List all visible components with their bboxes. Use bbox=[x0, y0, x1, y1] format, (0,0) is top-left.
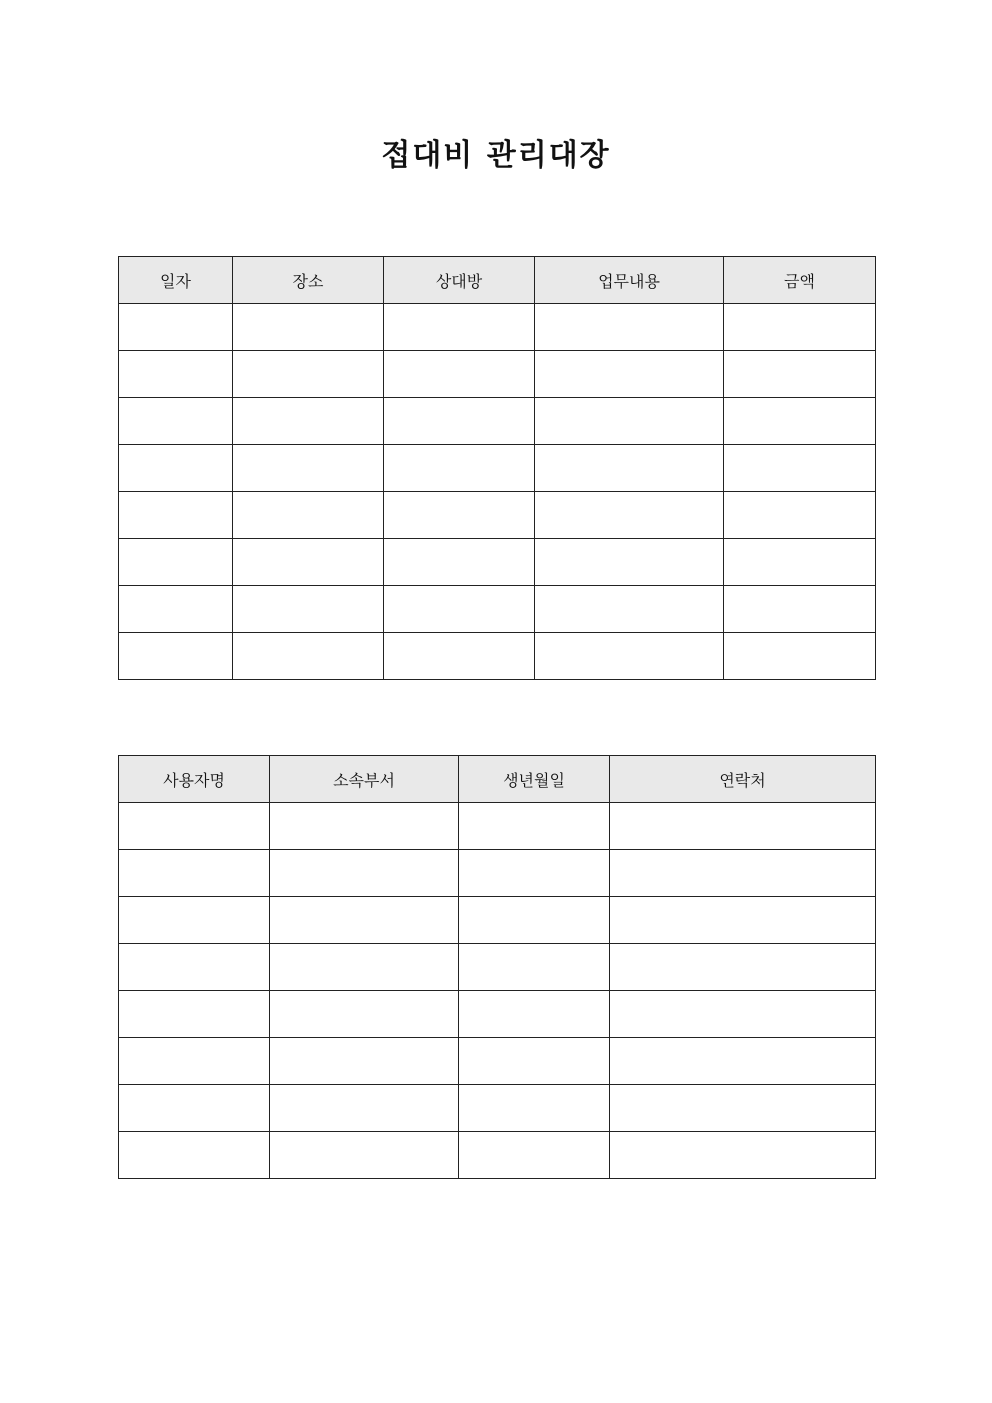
table-header-row bbox=[119, 756, 876, 803]
table-cell[interactable] bbox=[610, 944, 876, 991]
table-cell[interactable] bbox=[610, 1038, 876, 1085]
table-cell[interactable] bbox=[384, 304, 535, 351]
table-cell[interactable] bbox=[119, 803, 270, 850]
table-cell[interactable] bbox=[459, 1038, 610, 1085]
table-cell[interactable] bbox=[233, 351, 384, 398]
table-cell[interactable] bbox=[384, 445, 535, 492]
table-cell[interactable] bbox=[535, 398, 724, 445]
table-cell[interactable] bbox=[233, 492, 384, 539]
table-cell[interactable] bbox=[724, 304, 876, 351]
table-row bbox=[119, 897, 876, 944]
table-cell[interactable] bbox=[233, 304, 384, 351]
table-cell[interactable] bbox=[610, 897, 876, 944]
page-title: 접대비 관리대장 bbox=[381, 138, 611, 173]
table-cell[interactable] bbox=[119, 539, 233, 586]
table-cell[interactable] bbox=[270, 897, 459, 944]
table-cell[interactable] bbox=[535, 492, 724, 539]
table-cell[interactable] bbox=[233, 445, 384, 492]
table-cell[interactable] bbox=[119, 944, 270, 991]
table-row bbox=[119, 1085, 876, 1132]
table-cell[interactable] bbox=[459, 991, 610, 1038]
table-cell[interactable] bbox=[119, 492, 233, 539]
table-cell[interactable] bbox=[384, 398, 535, 445]
table-cell[interactable] bbox=[119, 351, 233, 398]
table-cell[interactable] bbox=[724, 398, 876, 445]
header-business-details: 업무내용 bbox=[535, 257, 724, 304]
table-cell[interactable] bbox=[535, 586, 724, 633]
table-row bbox=[119, 586, 876, 633]
table-cell[interactable] bbox=[724, 351, 876, 398]
table-cell[interactable] bbox=[610, 991, 876, 1038]
table-cell[interactable] bbox=[535, 445, 724, 492]
table-row bbox=[119, 633, 876, 680]
table-cell[interactable] bbox=[610, 1085, 876, 1132]
table-cell[interactable] bbox=[724, 492, 876, 539]
table-cell[interactable] bbox=[384, 492, 535, 539]
table-row bbox=[119, 991, 876, 1038]
table-cell[interactable] bbox=[119, 1085, 270, 1132]
header-date: 일자 bbox=[119, 257, 233, 304]
table-cell[interactable] bbox=[119, 304, 233, 351]
table-cell[interactable] bbox=[119, 445, 233, 492]
table-cell[interactable] bbox=[270, 850, 459, 897]
table-cell[interactable] bbox=[270, 1038, 459, 1085]
table-cell[interactable] bbox=[459, 803, 610, 850]
table-cell[interactable] bbox=[119, 586, 233, 633]
expense-ledger-table bbox=[118, 256, 876, 680]
header-amount: 금액 bbox=[724, 257, 876, 304]
table-row bbox=[119, 1038, 876, 1085]
table-cell[interactable] bbox=[270, 803, 459, 850]
table-row bbox=[119, 850, 876, 897]
table-cell[interactable] bbox=[119, 897, 270, 944]
table-cell[interactable] bbox=[610, 803, 876, 850]
table-cell[interactable] bbox=[724, 633, 876, 680]
table-cell[interactable] bbox=[119, 398, 233, 445]
header-counterpart: 상대방 bbox=[384, 257, 535, 304]
table-row bbox=[119, 445, 876, 492]
table-cell[interactable] bbox=[119, 991, 270, 1038]
table-cell[interactable] bbox=[610, 850, 876, 897]
table-cell[interactable] bbox=[610, 1132, 876, 1179]
table-cell[interactable] bbox=[724, 539, 876, 586]
table-cell[interactable] bbox=[233, 539, 384, 586]
table-cell[interactable] bbox=[270, 1132, 459, 1179]
table-cell[interactable] bbox=[384, 633, 535, 680]
table-cell[interactable] bbox=[535, 304, 724, 351]
header-contact: 연락처 bbox=[610, 756, 876, 803]
table-cell[interactable] bbox=[384, 539, 535, 586]
header-birth-date: 생년월일 bbox=[459, 756, 610, 803]
table-row bbox=[119, 398, 876, 445]
table-cell[interactable] bbox=[233, 586, 384, 633]
table-row bbox=[119, 492, 876, 539]
table-cell[interactable] bbox=[270, 944, 459, 991]
header-user-name: 사용자명 bbox=[119, 756, 270, 803]
table-cell[interactable] bbox=[459, 897, 610, 944]
table-row bbox=[119, 304, 876, 351]
table-cell[interactable] bbox=[119, 1038, 270, 1085]
header-department: 소속부서 bbox=[270, 756, 459, 803]
table-cell[interactable] bbox=[384, 351, 535, 398]
table-cell[interactable] bbox=[724, 445, 876, 492]
table-row bbox=[119, 1132, 876, 1179]
table-row bbox=[119, 351, 876, 398]
table-cell[interactable] bbox=[535, 539, 724, 586]
table-cell[interactable] bbox=[233, 633, 384, 680]
user-info-table bbox=[118, 755, 876, 1179]
table-cell[interactable] bbox=[384, 586, 535, 633]
table-cell[interactable] bbox=[724, 586, 876, 633]
table-cell[interactable] bbox=[459, 1132, 610, 1179]
table-cell[interactable] bbox=[535, 633, 724, 680]
table-row bbox=[119, 944, 876, 991]
header-place: 장소 bbox=[233, 257, 384, 304]
table-cell[interactable] bbox=[535, 351, 724, 398]
table-header-row bbox=[119, 257, 876, 304]
table-cell[interactable] bbox=[459, 1085, 610, 1132]
table-row bbox=[119, 803, 876, 850]
table-cell[interactable] bbox=[119, 1132, 270, 1179]
table-cell[interactable] bbox=[270, 991, 459, 1038]
table-row bbox=[119, 539, 876, 586]
table-cell[interactable] bbox=[119, 633, 233, 680]
table-cell[interactable] bbox=[233, 398, 384, 445]
table-cell[interactable] bbox=[270, 1085, 459, 1132]
table-cell[interactable] bbox=[459, 850, 610, 897]
table-cell[interactable] bbox=[119, 850, 270, 897]
table-cell[interactable] bbox=[459, 944, 610, 991]
